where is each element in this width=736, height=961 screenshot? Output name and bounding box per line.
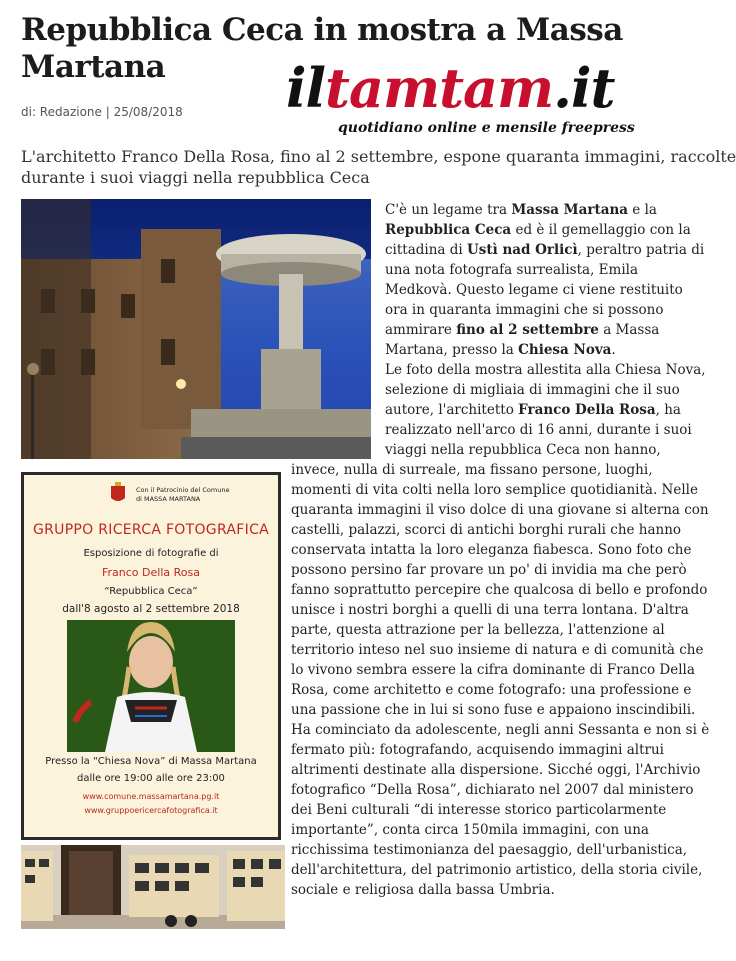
text: realizzato nell'arco di 16 anni, durante i suoi <box>385 422 692 438</box>
body-right-line <box>385 420 692 440</box>
body-cont-line: fotografico “Della Rosa”, dichiarato nel 2007 dal ministero <box>291 782 694 798</box>
text: Le foto della mostra allestita alla Chiesa Nova, <box>385 362 706 378</box>
text: . <box>611 342 616 358</box>
body-right-line <box>385 380 680 400</box>
bold-text: Repubblica Ceca <box>385 222 512 238</box>
title-line-2: Martana <box>21 49 166 85</box>
exhibition-poster <box>21 472 281 840</box>
exhibition-interior-photo <box>21 845 285 929</box>
body-cont-line: dell'architettura, del patrimonio artistico, della storia civile, <box>291 862 703 878</box>
text: , peraltro patria di <box>577 242 705 258</box>
poster-venue: Presso la “Chiesa Nova” di Massa Martana <box>45 756 257 767</box>
poster-patronage: Con il Patrocinio del Comune di MASSA MARTANA <box>136 486 230 503</box>
body-cont-line: unisce i nostri borghi a quelli di una terra lontana. D'altra <box>291 602 689 618</box>
poster-hours: dalle ore 19:00 alle ore 23:00 <box>77 773 225 784</box>
body-cont-line: castelli, palazzi, scorci di antichi borghi rurali che hanno <box>291 522 682 538</box>
body-right-line <box>385 240 705 260</box>
text: una nota fotografa surrealista, Emila <box>385 262 638 278</box>
logo-tagline: quotidiano online e mensile freepress <box>338 120 635 136</box>
body-right-line <box>385 320 677 340</box>
text: Medkovà. Questo legame ci viene restituito <box>385 282 683 298</box>
bold-text: fino al 2 settembre <box>456 322 599 338</box>
text: , ha <box>655 402 681 418</box>
article-body-continued <box>291 460 710 900</box>
poster-url-1: www.comune.massamartana.pg.it <box>82 792 220 801</box>
article-body-right <box>385 200 706 460</box>
body-cont-line: altrimenti destinate alla dispersione. Sicché oggi, l'Archivio <box>291 762 701 778</box>
body-cont-line: sociale e religiosa dalla bassa Umbria. <box>291 882 555 898</box>
poster-url-2: www.gruppoericercafotografica.it <box>84 806 218 815</box>
body-cont-line: quaranta immagini il viso dolce di una giovane si alterna con <box>291 502 709 518</box>
body-cont-line: territorio inteso nel suo insieme di natura e di comunità che <box>291 642 704 658</box>
body-cont-line: momenti di vita colti nella loro semplice quotidianità. Nelle <box>291 482 698 498</box>
poster-group: GRUPPO RICERCA FOTOGRAFICA <box>32 522 270 538</box>
poster-dates: dall'8 agosto al 2 settembre 2018 <box>62 603 240 615</box>
body-cont-line: Ha cominciato da adolescente, negli anni Sessanta e non si è <box>291 722 710 738</box>
poster-exhibit: Esposizione di fotografie di <box>83 548 219 559</box>
bold-text: Chiesa Nova <box>518 342 612 358</box>
body-cont-line: fanno soprattutto percepire che qualcosa di bello e profondo <box>291 582 708 598</box>
text: viaggi nella repubblica Ceca non hanno, <box>385 442 661 458</box>
iltamtam-logo[interactable] <box>286 58 671 140</box>
body-cont-line: conservata intatta la loro eleganza fiabesca. Sono foto che <box>291 542 692 558</box>
logo-part-tamtam: tamtam <box>325 56 554 120</box>
text: ed è il gemellaggio con la <box>511 222 691 238</box>
text: autore, l'architetto <box>385 402 519 418</box>
body-cont-line: dei Beni culturali “di interesse storico particolarmente <box>291 802 667 818</box>
text: cittadina di <box>385 242 468 258</box>
article-meta: di: Redazione | 25/08/2018 <box>21 105 183 119</box>
fountain-night-photo <box>21 199 371 459</box>
body-right-line <box>385 300 677 320</box>
body-cont-line: possono persino far provare un po' di invidia ma che però <box>291 562 687 578</box>
text: a Massa <box>598 322 660 338</box>
body-right-line <box>385 260 677 280</box>
body-cont-line: importante”, conta circa 150mila immagini, con una <box>291 822 649 838</box>
title-line-1: Repubblica Ceca in mostra a Massa <box>21 12 623 48</box>
text: Martana, presso la <box>385 342 519 358</box>
body-cont-line: lo vivono sembra essere la cifra dominante di Franco Della <box>291 662 695 678</box>
text: C'è un legame tra <box>385 202 512 218</box>
text: selezione di migliaia di immagini che il suo <box>385 382 680 398</box>
body-right-line <box>385 340 677 360</box>
body-cont-line: invece, nulla di surreale, ma fissano persone, luoghi, <box>291 462 653 478</box>
body-right-line <box>385 200 677 220</box>
body-right-line <box>385 280 683 300</box>
body-cont-line: Rosa, come architetto e come fotografo: una professione e <box>291 682 692 698</box>
text: ammirare <box>385 322 457 338</box>
text: e la <box>628 202 657 218</box>
body-cont-line: ricchissima testimonianza del paesaggio, dell'urbanistica, <box>291 842 688 858</box>
bold-text: Franco Della Rosa <box>518 402 656 418</box>
lead-line-1: L'architetto Franco Della Rosa, fino al 2 settembre, espone quaranta immagini, raccolte <box>21 147 736 166</box>
bold-text: Ustì nad Orlicì <box>467 242 578 258</box>
body-right-line <box>385 360 706 380</box>
bold-text: Massa Martana <box>511 202 629 218</box>
body-cont-line: una passione che in lui si sono fuse e appaiono inscindibili. <box>291 702 696 718</box>
body-right-line <box>385 400 681 420</box>
body-right-line <box>385 220 691 240</box>
body-cont-line: parte, questa attrazione per la bellezza, l'attenzione al <box>291 622 665 638</box>
logo-part-it: .it <box>553 56 615 120</box>
logo-part-il: il <box>286 56 326 120</box>
poster-author: Franco Della Rosa <box>102 566 200 579</box>
poster-subject: “Repubblica Ceca” <box>104 586 198 597</box>
body-cont-line: fermato più: fotografando, acquisendo immagini altrui <box>291 742 664 758</box>
lead-line-2: durante i suoi viaggi nella repubblica Ceca <box>21 168 370 187</box>
article-lead <box>21 146 736 188</box>
text: ora in quaranta immagini che si possono <box>385 302 664 318</box>
body-right-line <box>385 440 677 460</box>
